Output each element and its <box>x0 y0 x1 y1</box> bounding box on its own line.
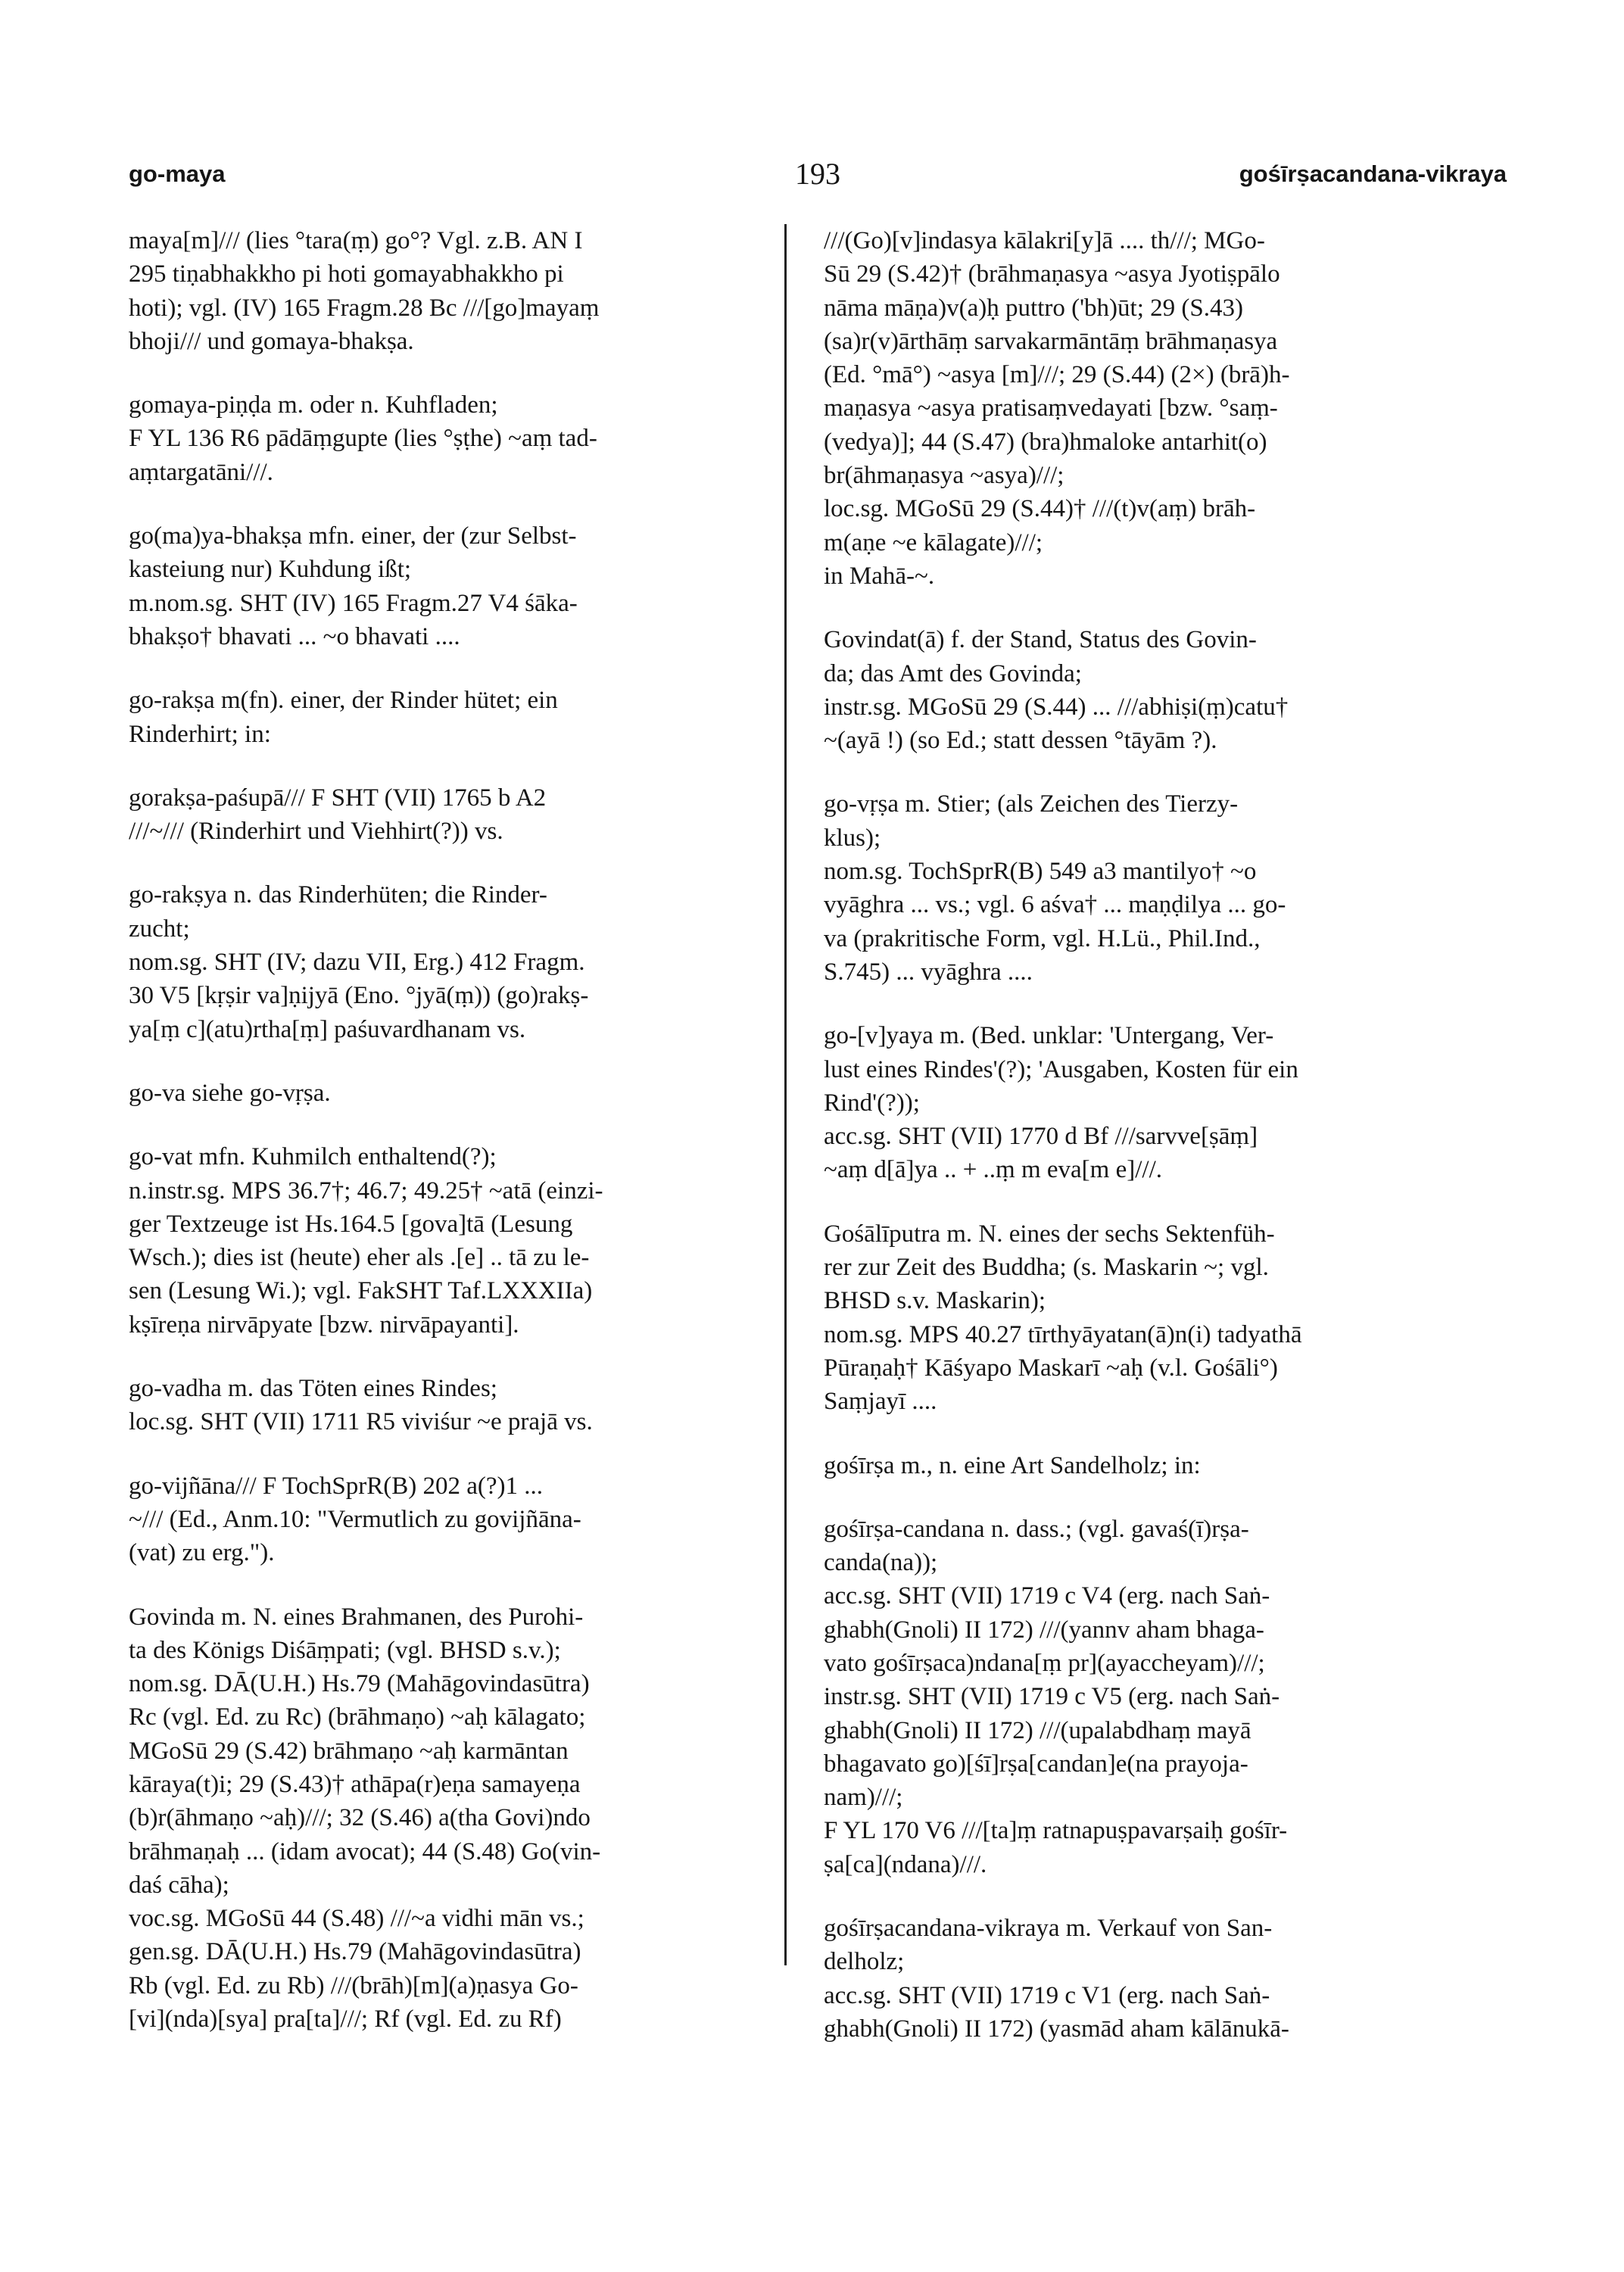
entry-headword-line: Gośālīputra m. N. eines der sechs Sektenfüh- <box>824 1220 1275 1248</box>
entry-text-line: acc.sg. SHT (VII) 1719 c V4 (erg. nach Saṅ- <box>824 1582 1270 1610</box>
entry-text-line: Rinderhirt; in: <box>129 720 271 748</box>
entry-text-line: instr.sg. MGoSū 29 (S.44) ... ///abhiṣi(ṃ)catu† <box>824 693 1289 721</box>
entry-text-line: ///~/// (Rinderhirt und Viehhirt(?)) vs. <box>129 818 503 846</box>
entry-text-line: gen.sg. DĀ(U.H.) Hs.79 (Mahāgovindasūtra) <box>129 1938 581 1966</box>
entry-text-line: kāraya(t)i; 29 (S.43)† athāpa(r)eṇa samayeṇa <box>129 1770 581 1798</box>
entry-text-line: loc.sg. SHT (VII) 1711 R5 viviśur ~e prajā vs. <box>129 1408 593 1436</box>
entry-text-line: (sa)r(v)ārthāṃ sarvakarmāntāṃ brāhmaṇasya <box>824 327 1278 355</box>
page-number: 193 <box>795 157 840 191</box>
dictionary-entry <box>129 1469 810 1570</box>
entry-text-line: ~(ayā !) (so Ed.; statt dessen °tāyām ?). <box>824 727 1217 755</box>
entry-text-line: acc.sg. SHT (VII) 1719 c V1 (erg. nach Saṅ- <box>824 1981 1270 2009</box>
entry-text-line: voc.sg. MGoSū 44 (S.48) ///~a vidhi mān vs.; <box>129 1905 584 1933</box>
dictionary-entry <box>129 1372 810 1439</box>
entry-text-line: BHSD s.v. Maskarin); <box>824 1287 1046 1315</box>
entry-text-line: ger Textzeuge ist Hs.164.5 [gova]tā (Lesung <box>129 1210 573 1238</box>
entry-text-line: nāma māṇa)v(a)ḥ puttro ('bh)ūt; 29 (S.43) <box>824 294 1243 322</box>
dictionary-entry <box>129 1140 810 1342</box>
entry-headword-line: gorakṣa-paśupā/// F SHT (VII) 1765 b A2 <box>129 784 547 812</box>
entry-text-line: bhagavato go)[śī]rṣa[candan]e(na prayoja- <box>824 1750 1248 1778</box>
entry-text-line: MGoSū 29 (S.42) brāhmaṇo ~aḥ karmāntan <box>129 1737 569 1765</box>
entry-text-line: ya[ṃ c](atu)rtha[ṃ] paśuvardhanam vs. <box>129 1015 526 1043</box>
dictionary-entry <box>129 224 810 358</box>
dictionary-entry <box>129 519 810 653</box>
entry-headword-line: go(ma)ya-bhakṣa mfn. einer, der (zur Selbst- <box>129 522 577 550</box>
entry-text-line: maṇasya ~asya pratisaṃvedayati [bzw. °saṃ- <box>824 394 1278 422</box>
dictionary-entry <box>824 1217 1505 1419</box>
entry-text-line: 30 V5 [kṛṣir va]ṇijyā (Eno. °jyā(ṃ)) (go)rakṣ- <box>129 982 589 1010</box>
entry-text-line: sen (Lesung Wi.); vgl. FakSHT Taf.LXXXIIa) <box>129 1277 593 1305</box>
dictionary-entry <box>824 1019 1505 1186</box>
entry-text-line: ṣa[ca](ndana)///. <box>824 1850 987 1878</box>
entry-text-line: kasteiung nur) Kuhdung ißt; <box>129 556 412 584</box>
dictionary-entry <box>129 878 810 1046</box>
entry-headword-line: Govindat(ā) f. der Stand, Status des Govin- <box>824 626 1257 654</box>
entry-text-line: acc.sg. SHT (VII) 1770 d Bf ///sarvve[ṣāṃ] <box>824 1123 1258 1151</box>
entry-headword-line: maya[m]/// (lies °tara(ṃ) go°? Vgl. z.B. AN I <box>129 227 583 254</box>
entry-text-line: Sū 29 (S.42)† (brāhmaṇasya ~asya Jyotiṣpālo <box>824 260 1280 288</box>
entry-text-line: ghabh(Gnoli) II 172) ///(yannv aham bhaga- <box>824 1616 1264 1644</box>
entry-text-line: canda(na)); <box>824 1549 938 1577</box>
dictionary-entry <box>129 1600 810 2037</box>
entry-headword-line: go-vṛṣa m. Stier; (als Zeichen des Tierzy- <box>824 790 1239 818</box>
entry-text-line: bhoji/// und gomaya-bhakṣa. <box>129 327 414 355</box>
entry-text-line: in Mahā-~. <box>824 562 935 590</box>
entry-headword-line: Govinda m. N. eines Brahmanen, des Purohi- <box>129 1603 584 1631</box>
entry-headword-line: go-rakṣya n. das Rinderhüten; die Rinder- <box>129 881 547 909</box>
entry-headword-line: go-[v]yaya m. (Bed. unklar: 'Untergang, Ver- <box>824 1022 1274 1050</box>
entry-text-line: daś cāha); <box>129 1871 229 1899</box>
entry-text-line: instr.sg. SHT (VII) 1719 c V5 (erg. nach Saṅ- <box>824 1683 1280 1711</box>
entry-headword-line: gośīrṣacandana-vikraya m. Verkauf von San- <box>824 1915 1273 1943</box>
entry-text-line: vyāghra ... vs.; vgl. 6 aśva† ... maṇḍilya ... go- <box>824 891 1286 919</box>
dictionary-entry <box>824 623 1505 757</box>
entry-text-line: Saṃjayī .... <box>824 1388 937 1416</box>
entry-text-line: (b)r(āhmaṇo ~aḥ)///; 32 (S.46) a(tha Govi)ndo <box>129 1804 591 1832</box>
entry-text-line: nom.sg. SHT (IV; dazu VII, Erg.) 412 Fragm. <box>129 949 585 977</box>
entry-text-line: Wsch.); dies ist (heute) eher als .[e] .. tā zu le- <box>129 1244 590 1272</box>
entry-text-line: brāhmaṇaḥ ... (idam avocat); 44 (S.48) Go(vin- <box>129 1837 601 1865</box>
entry-headword-line: ///(Go)[v]indasya kālakri[y]ā .... th///; MGo- <box>824 227 1265 254</box>
entry-text-line: m.nom.sg. SHT (IV) 165 Fragm.27 V4 śāka- <box>129 589 578 617</box>
header-left-keyword: go-maya <box>129 161 226 187</box>
dictionary-entry <box>129 684 810 751</box>
entry-text-line: m(aṇe ~e kālagate)///; <box>824 528 1043 556</box>
entry-text-line: vato gośīrṣaca)ndana[ṃ pr](ayaccheyam)///; <box>824 1649 1265 1677</box>
entry-text-line: n.instr.sg. MPS 36.7†; 46.7; 49.25† ~atā (einzi- <box>129 1177 603 1205</box>
entry-text-line: da; das Amt des Govinda; <box>824 659 1082 687</box>
entry-text-line: rer zur Zeit des Buddha; (s. Maskarin ~; vgl. <box>824 1254 1269 1282</box>
entry-text-line: ta des Königs Diśāṃpati; (vgl. BHSD s.v.); <box>129 1636 561 1664</box>
entry-text-line: nam)///; <box>824 1784 903 1812</box>
entry-text-line: F YL 136 R6 pādāṃgupte (lies °ṣṭhe) ~aṃ tad- <box>129 425 597 453</box>
entry-text-line: loc.sg. MGoSū 29 (S.44)† ///(t)v(aṃ) brāh- <box>824 495 1256 523</box>
entry-headword-line: go-vijñāna/// F TochSprR(B) 202 a(?)1 ... <box>129 1472 543 1500</box>
entry-text-line: delholz; <box>824 1948 905 1976</box>
dictionary-entry <box>824 1912 1505 2046</box>
entry-text-line: Rc (vgl. Ed. zu Rc) (brāhmaṇo) ~aḥ kālagato; <box>129 1703 586 1731</box>
dictionary-entry <box>129 1077 810 1110</box>
header-right-keyword: gośīrṣacandana-vikraya <box>1239 161 1507 187</box>
dictionary-entry <box>824 787 1505 989</box>
dictionary-entry <box>824 1513 1505 1881</box>
entry-text-line: ~aṃ d[ā]ya .. + ..ṃ m eva[m e]///. <box>824 1156 1162 1184</box>
left-column <box>129 224 810 2066</box>
entry-text-line: S.745) ... vyāghra .... <box>824 958 1033 986</box>
entry-text-line: br(āhmaṇasya ~asya)///; <box>824 462 1064 490</box>
entry-text-line: ~/// (Ed., Anm.10: "Vermutlich zu govijñāna- <box>129 1505 581 1533</box>
entry-headword-line: gośīrṣa m., n. eine Art Sandelholz; in: <box>824 1451 1201 1479</box>
entry-text-line: Rb (vgl. Ed. zu Rb) ///(brāh)[m](a)ṇasya Go- <box>129 1971 578 1999</box>
entry-text-line: aṃtargatāni///. <box>129 458 273 486</box>
entry-text-line: nom.sg. DĀ(U.H.) Hs.79 (Mahāgovindasūtra) <box>129 1670 590 1698</box>
entry-text-line: hoti); vgl. (IV) 165 Fragm.28 Bc ///[go]mayaṃ <box>129 294 600 322</box>
entry-headword-line: go-vadha m. das Töten eines Rindes; <box>129 1375 497 1403</box>
entry-headword-line: go-rakṣa m(fn). einer, der Rinder hütet; ein <box>129 687 558 715</box>
entry-text-line: ghabh(Gnoli) II 172) ///(upalabdhaṃ mayā <box>824 1716 1252 1744</box>
dictionary-entry <box>129 781 810 849</box>
entry-text-line: Rind'(?)); <box>824 1089 920 1117</box>
entry-text-line: kṣīreṇa nirvāpyate [bzw. nirvāpayanti]. <box>129 1311 519 1339</box>
entry-text-line: Pūraṇaḥ† Kāśyapo Maskarī ~aḥ (v.l. Gośāli°) <box>824 1354 1278 1382</box>
right-column <box>824 224 1505 2076</box>
entry-text-line: (vedya)]; 44 (S.47) (bra)hmaloke antarhit(o) <box>824 428 1267 456</box>
entry-text-line: nom.sg. TochSprR(B) 549 a3 mantilyo† ~o <box>824 858 1257 886</box>
entry-text-line: (Ed. °mā°) ~asya [m]///; 29 (S.44) (2×) (brā)h- <box>824 361 1290 389</box>
entry-text-line: bhakṣo† bhavati ... ~o bhavati .... <box>129 622 460 650</box>
entry-text-line: va (prakritische Form, vgl. H.Lü., Phil.Ind., <box>824 924 1261 952</box>
dictionary-entry <box>824 224 1505 593</box>
dictionary-entry <box>129 388 810 489</box>
dictionary-entry <box>824 1449 1505 1482</box>
entry-text-line: 295 tiṇabhakkho pi hoti gomayabhakkho pi <box>129 260 564 288</box>
entry-text-line: (vat) zu erg."). <box>129 1539 275 1567</box>
running-header <box>129 156 1507 194</box>
entry-headword-line: go-vat mfn. Kuhmilch enthaltend(?); <box>129 1143 497 1171</box>
entry-text-line: nom.sg. MPS 40.27 tīrthyāyatan(ā)n(i) tadyathā <box>824 1320 1302 1348</box>
column-divider <box>784 224 787 1965</box>
entry-text-line: zucht; <box>129 915 190 943</box>
entry-text-line: [vi](nda)[sya] pra[ta]///; Rf (vgl. Ed. zu Rf) <box>129 2006 562 2034</box>
entry-text-line: ghabh(Gnoli) II 172) (yasmād aham kālānukā- <box>824 2015 1289 2043</box>
entry-text-line: F YL 170 V6 ///[ta]ṃ ratnapuṣpavarṣaiḥ gośīr- <box>824 1817 1288 1845</box>
entry-headword-line: gośīrṣa-candana n. dass.; (vgl. gavaś(ī)rṣa- <box>824 1515 1249 1543</box>
entry-headword-line: go-va siehe go-vṛṣa. <box>129 1079 331 1107</box>
entry-text-line: klus); <box>824 824 881 852</box>
entry-text-line: lust eines Rindes'(?); 'Ausgaben, Kosten für ein <box>824 1055 1298 1083</box>
entry-headword-line: gomaya-piṇḍa m. oder n. Kuhfladen; <box>129 391 498 419</box>
